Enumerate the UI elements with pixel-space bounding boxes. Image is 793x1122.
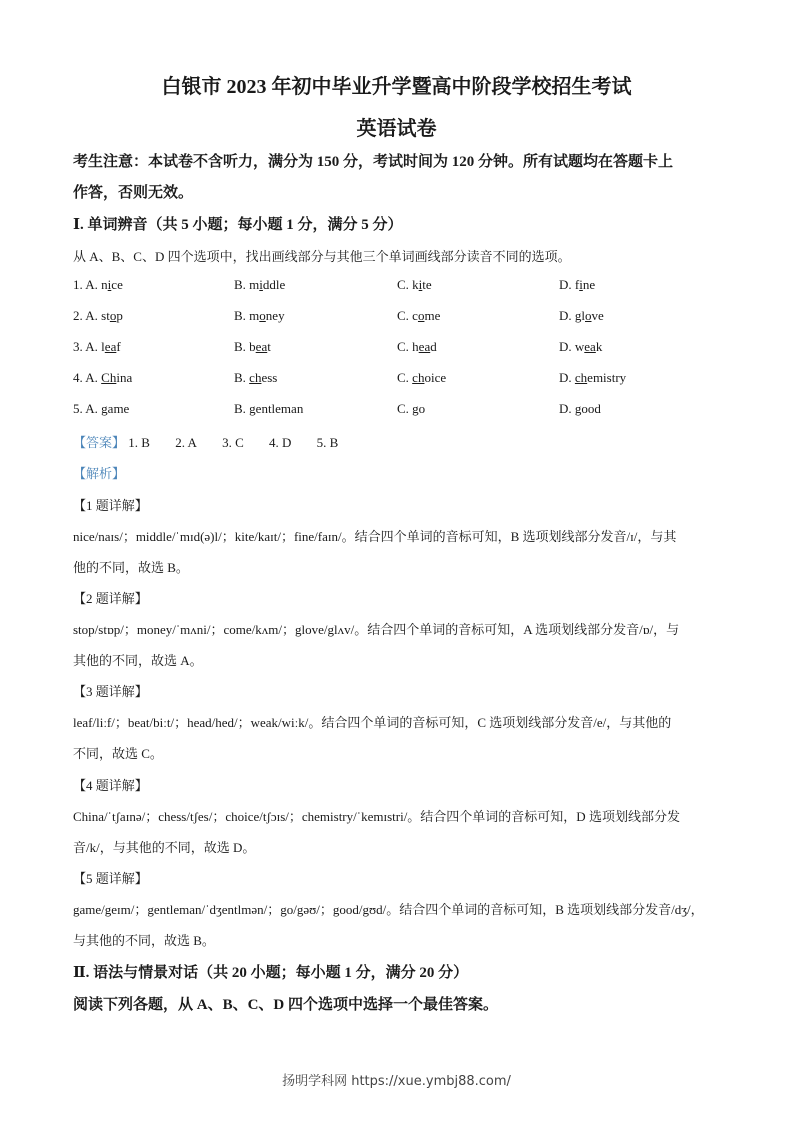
- question-4-option-B: B. chess: [234, 370, 278, 385]
- detail-3-label: 【3 题详解】: [73, 684, 148, 699]
- notice-line-1: 考生注意：本试卷不含听力，满分为 150 分，考试时间为 120 分钟。所有试题均在答题卡上: [73, 154, 674, 170]
- question-2-option-D: D. glove: [559, 308, 604, 323]
- answer-item: 4. D: [269, 435, 292, 450]
- answer-label: 【答案】: [73, 435, 126, 450]
- detail-2-label: 【2 题详解】: [73, 591, 148, 606]
- question-2-option-C: C. come: [397, 308, 441, 323]
- analysis-label: 【解析】: [73, 466, 126, 481]
- question-4-option-A: 4. A. China: [73, 370, 133, 385]
- answer-row: [73, 432, 733, 451]
- question-3-option-D: D. weak: [559, 339, 603, 354]
- detail-2-line-1: stop/stɒp/；money/ˈmʌni/；come/kʌm/；glove/glʌv/。结合四个单词的音标可知，A 选项划线部分发音/ɒ/，与: [73, 622, 680, 637]
- detail-4-line-1: China/ˈtʃaɪnə/；chess/tʃes/；choice/tʃɔɪs/；chemistry/ˈkemɪstri/。结合四个单词的音标可知，D 选项划线部分发: [73, 809, 680, 824]
- section-1-instruction: 从 A、B、C、D 四个选项中，找出画线部分与其他三个单词画线部分读音不同的选项。: [73, 249, 571, 264]
- detail-1-line-2: 他的不同，故选 B。: [73, 560, 189, 575]
- question-5-option-A: 5. A. game: [73, 401, 130, 416]
- question-4-option-C: C. choice: [397, 370, 447, 385]
- detail-1-label: 【1 题详解】: [73, 498, 148, 513]
- detail-5-label: 【5 题详解】: [73, 871, 148, 886]
- notice-line-2: 作答，否则无效。: [73, 185, 194, 201]
- section-2-instruction: 阅读下列各题，从 A、B、C、D 四个选项中选择一个最佳答案。: [73, 997, 499, 1013]
- question-5-option-D: D. good: [559, 401, 601, 416]
- question-1-option-D: D. fine: [559, 277, 596, 292]
- question-5-option-B: B. gentleman: [234, 401, 304, 416]
- answer-item: 2. A: [175, 435, 197, 450]
- question-2-option-A: 2. A. stop: [73, 308, 123, 323]
- footer-watermark: 扬明学科网 https://xue.ymbj88.com/: [282, 1074, 511, 1089]
- question-4-option-D: D. chemistry: [559, 370, 627, 385]
- question-3-option-A: 3. A. leaf: [73, 339, 121, 354]
- detail-2-line-2: 其他的不同，故选 A。: [73, 653, 203, 668]
- detail-3-line-1: leaf/liːf/；beat/biːt/；head/hed/；weak/wiːk/。结合四个单词的音标可知，C 选项划线部分发音/e/，与其他的: [73, 715, 672, 730]
- question-3-option-C: C. head: [397, 339, 437, 354]
- detail-1-line-1: nice/naɪs/；middle/ˈmɪd(ə)l/；kite/kaɪt/；fine/faɪn/。结合四个单词的音标可知，B 选项划线部分发音/ɪ/，与其: [73, 529, 677, 544]
- section-2-heading: Ⅱ. 语法与情景对话（共 20 小题；每小题 1 分，满分 20 分）: [73, 965, 469, 981]
- question-5-option-C: C. go: [397, 401, 426, 416]
- detail-3-line-2: 不同，故选 C。: [73, 746, 163, 761]
- question-1-option-C: C. kite: [397, 277, 432, 292]
- detail-4-line-2: 音/k/，与其他的不同，故选 D。: [73, 840, 256, 855]
- detail-5-line-2: 与其他的不同，故选 B。: [73, 933, 215, 948]
- question-1-option-A: 1. A. nice: [73, 277, 123, 292]
- answer-item: 3. C: [222, 435, 244, 450]
- exam-subtitle: 英语试卷: [356, 118, 437, 140]
- detail-4-label: 【4 题详解】: [73, 778, 148, 793]
- question-2-option-B: B. money: [234, 308, 285, 323]
- detail-5-line-1: game/geɪm/；gentleman/ˈdʒentlmən/；go/gəʊ/；good/gʊd/。结合四个单词的音标可知，B 选项划线部分发音/dʒ/，: [73, 902, 704, 917]
- question-1-option-B: B. middle: [234, 277, 286, 292]
- answer-item: 5. B: [316, 435, 339, 450]
- exam-title: 白银市 2023 年初中毕业升学暨高中阶段学校招生考试: [161, 76, 632, 98]
- answer-item: 1. B: [128, 435, 150, 450]
- question-3-option-B: B. beat: [234, 339, 271, 354]
- section-1-heading: Ⅰ. 单词辨音（共 5 小题；每小题 1 分，满分 5 分）: [73, 217, 403, 233]
